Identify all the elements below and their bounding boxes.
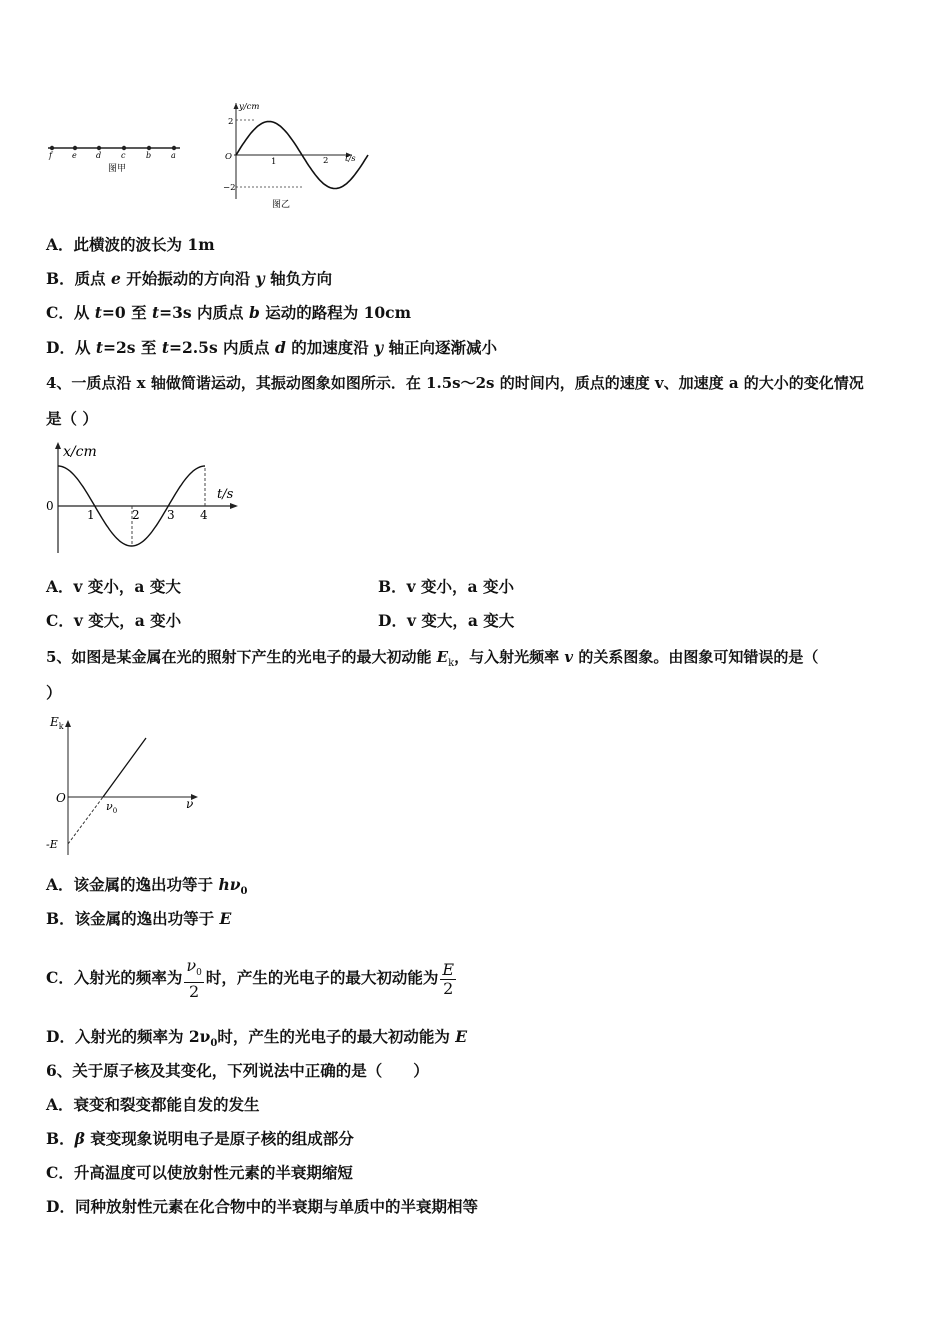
tick-2-label: 2: [323, 156, 329, 166]
label-e: e: [72, 151, 77, 160]
q4-option-a: A．v 变小，a 变大: [46, 577, 181, 596]
extrapolated-line: [68, 797, 103, 844]
text: 的关系图象。由图象可知错误的是（: [573, 648, 819, 666]
label-b: b: [146, 151, 152, 160]
text: 开始振动的方向沿: [120, 269, 256, 288]
point-c: [122, 146, 126, 150]
fraction-denominator: 2: [188, 982, 200, 1002]
var-v: v: [564, 648, 574, 666]
neg-e-label: -E: [46, 838, 58, 851]
text: C．从: [46, 303, 95, 322]
fraction-numerator: [184, 957, 203, 983]
subscript-0: 0: [210, 1038, 218, 1050]
nu0-label: [106, 800, 117, 815]
origin-label: 0: [46, 499, 54, 513]
y-axis-label: y/cm: [239, 102, 260, 112]
text: =2s 至: [103, 338, 162, 357]
text: D．从: [46, 338, 96, 357]
num-nu: ν: [186, 955, 197, 975]
caption-jia: 图甲: [108, 164, 127, 174]
ek-axis-arrow: [65, 720, 71, 727]
var-E: E: [436, 648, 449, 666]
var-y: y: [374, 338, 384, 357]
q3-option-a-text: A．此横波的波长为 1m: [46, 235, 215, 254]
var-h-nu: hν: [218, 875, 241, 894]
q6-stem: 6、关于原子核及其变化，下列说法中正确的是（ ）: [46, 1061, 429, 1080]
figure-jia: [48, 146, 180, 174]
q5-graph: [40, 710, 210, 860]
label-a: a: [171, 151, 176, 160]
q4-graph: [38, 438, 248, 558]
text: D．入射光的频率为 2ν: [46, 1027, 211, 1046]
fraction-denominator: 2: [443, 978, 454, 998]
q3-option-a: [46, 235, 215, 255]
q5-stem-line1: [46, 647, 818, 674]
q6-option-c: C．升高温度可以使放射性元素的半衰期缩短: [46, 1163, 353, 1182]
label-c: c: [121, 151, 126, 160]
t-axis-arrow: [230, 503, 238, 509]
ek-label: [49, 715, 64, 731]
q5-option-c: [46, 949, 458, 1007]
figure-wave-diagrams: [40, 95, 370, 215]
text: 的加速度沿: [285, 338, 375, 357]
tick-label-1: 1: [87, 508, 95, 522]
t-axis-label: t/s: [345, 154, 356, 164]
text: 时，产生的光电子的最大初动能为: [205, 968, 439, 987]
text: B．质点: [46, 269, 111, 288]
var-e: e: [111, 269, 121, 288]
var-b: b: [248, 303, 260, 322]
fraction-E-over-2: [440, 961, 456, 998]
text: =3s 内质点: [159, 303, 249, 322]
tick-label-2: 2: [132, 508, 140, 522]
var-E: E: [455, 1027, 468, 1046]
origin-label: O: [56, 791, 66, 805]
q5-option-a: [46, 875, 247, 902]
text: 5、如图是某金属在光的照射下产生的光电子的最大初动能: [46, 648, 437, 666]
y-max-label: 2: [228, 117, 234, 127]
q4-option-b: B．v 变小，a 变小: [378, 577, 514, 596]
y-axis-arrow: [234, 103, 239, 109]
text: 轴负方向: [264, 269, 333, 288]
text: A．该金属的逸出功等于: [46, 875, 219, 894]
point-d: [97, 146, 101, 150]
text: B．该金属的逸出功等于: [46, 909, 220, 928]
q3-option-b: [46, 269, 332, 289]
text: ，与入射光频率: [454, 648, 565, 666]
q6-option-a: A．衰变和裂变都能自发的发生: [46, 1095, 260, 1114]
var-t: t: [161, 338, 169, 357]
fraction-numerator: E: [442, 959, 455, 979]
subscript-k: k: [448, 658, 455, 669]
var-E: E: [219, 909, 232, 928]
q5-option-d: [46, 1027, 467, 1054]
var-t: t: [151, 303, 160, 322]
var-t: t: [94, 303, 102, 322]
q4-option-c: C．v 变大，a 变小: [46, 611, 182, 630]
text: 运动的路程为 10cm: [259, 303, 411, 322]
q5-stem-line2: ）: [46, 683, 62, 702]
x-axis-label: x/cm: [63, 444, 97, 460]
fraction-nu0-over-2: [184, 957, 203, 1001]
tick-1-label: 1: [271, 157, 277, 167]
q3-option-c: [46, 303, 411, 323]
ek-label-sub: k: [58, 722, 64, 731]
t-axis-label: t/s: [217, 487, 234, 502]
text: 衰变现象说明电子是原子核的组成部分: [84, 1129, 354, 1148]
point-a: [172, 146, 176, 150]
var-d: d: [274, 338, 286, 357]
q6-option-b: [46, 1129, 354, 1149]
nu-axis-label: ν: [186, 797, 194, 811]
origin-label: O: [225, 152, 232, 162]
var-beta: β: [74, 1129, 85, 1148]
point-b: [147, 146, 151, 150]
q4-stem-line1: 4、一质点沿 x 轴做简谐运动，其振动图象如图所示．在 1.5s～2s 的时间内，质点的速度 v、加速度 a 的大小的变化情况: [46, 374, 864, 392]
x-axis-arrow: [55, 442, 61, 449]
ek-label-E: E: [50, 715, 59, 729]
label-d: d: [96, 151, 102, 160]
q5-option-b: [46, 909, 231, 929]
num-sub: 0: [196, 968, 202, 979]
var-t: t: [95, 338, 104, 357]
q4-stem-line2: 是（ ）: [46, 409, 98, 428]
q3-option-d: [46, 338, 497, 358]
point-f: [50, 146, 54, 150]
caption-yi: 图乙: [272, 200, 291, 210]
text: 轴正向逐渐减小: [383, 338, 498, 357]
q4-option-d: D．v 变大，a 变大: [378, 611, 515, 630]
var-y: y: [255, 269, 265, 288]
text: C．入射光的频率为: [46, 968, 183, 987]
nu0-label-sub: 0: [112, 807, 118, 815]
nu0-label-nu: ν: [106, 800, 113, 813]
q6-option-d: D．同种放射性元素在化合物中的半衰期与单质中的半衰期相等: [46, 1197, 478, 1216]
label-f: f: [49, 151, 52, 160]
tick-label-3: 3: [167, 508, 175, 522]
ek-nu-line: [103, 738, 146, 797]
figure-yi: [223, 102, 368, 210]
text: =0 至: [101, 303, 152, 322]
y-min-label: −2: [223, 183, 236, 193]
text: B．: [46, 1129, 75, 1148]
point-e: [73, 146, 77, 150]
subscript-0: 0: [240, 886, 248, 898]
text: 时，产生的光电子的最大初动能为: [217, 1027, 456, 1046]
text: =2.5s 内质点: [168, 338, 275, 357]
tick-label-4: 4: [200, 508, 208, 522]
